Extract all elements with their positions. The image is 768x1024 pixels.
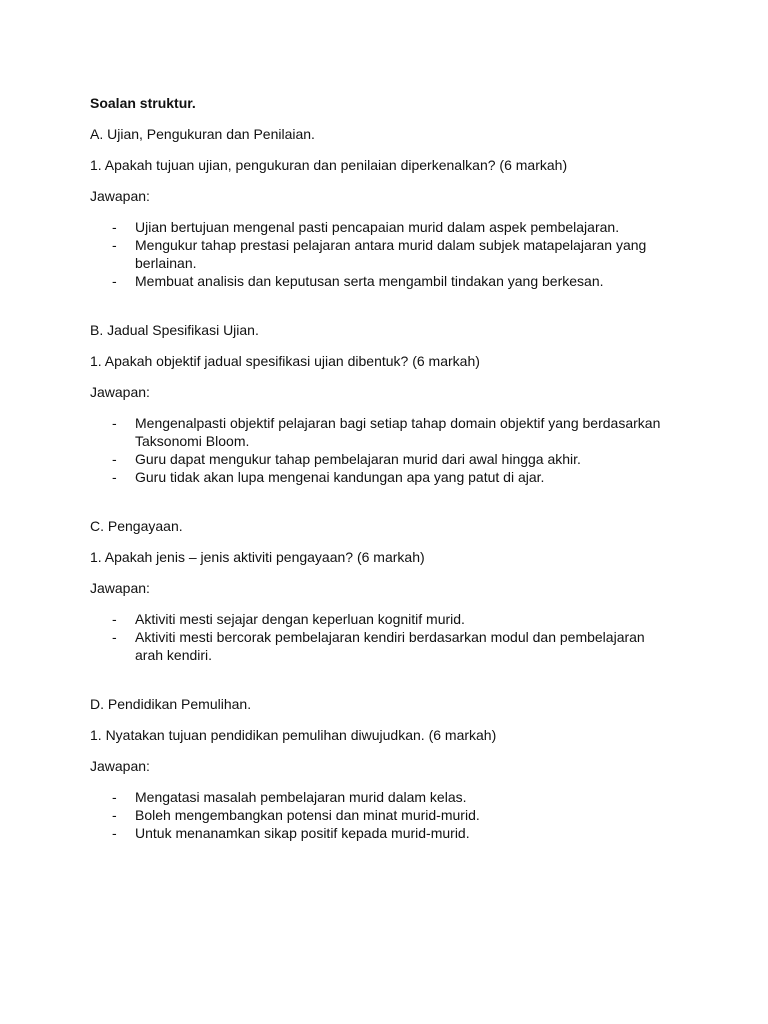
list-item (90, 236, 675, 272)
answer-text: Guru dapat mengukur tahap pembelajaran murid dari awal hingga akhir. (135, 451, 581, 467)
list-item (90, 450, 675, 468)
answer-label: Jawapan: (90, 188, 150, 204)
answer-text: Ujian bertujuan mengenal pasti pencapaian murid dalam aspek pembelajaran. (135, 219, 620, 235)
section-c (90, 517, 690, 664)
question-text: 1. Apakah tujuan ujian, pengukuran dan penilaian diperkenalkan? (6 markah) (90, 157, 568, 173)
answer-text: Untuk menanamkan sikap positif kepada murid-murid. (135, 825, 470, 841)
answer-text: Boleh mengembangkan potensi dan minat murid-murid. (135, 807, 480, 823)
answer-text: Membuat analisis dan keputusan serta mengambil tindakan yang berkesan. (135, 273, 604, 289)
answer-list (90, 218, 690, 290)
list-item (90, 414, 675, 450)
answer-text: Mengatasi masalah pembelajaran murid dalam kelas. (135, 789, 467, 805)
answer-text: Mengenalpasti objektif pelajaran bagi setiap tahap domain objektif yang berdasarkan Taksonomi Bloom. (135, 415, 661, 449)
section-heading: C. Pengayaan. (90, 518, 183, 534)
dash-bullet: - (112, 469, 117, 485)
dash-bullet: - (112, 415, 117, 431)
section-a (90, 125, 690, 290)
dash-bullet: - (112, 629, 117, 645)
question-text: 1. Apakah objektif jadual spesifikasi ujian dibentuk? (6 markah) (90, 353, 480, 369)
question-text: 1. Nyatakan tujuan pendidikan pemulihan diwujudkan. (6 markah) (90, 727, 497, 743)
dash-bullet: - (112, 273, 117, 289)
answer-list (90, 788, 690, 842)
dash-bullet: - (112, 451, 117, 467)
question-text: 1. Apakah jenis – jenis aktiviti pengayaan? (6 markah) (90, 549, 425, 565)
document-title: Soalan struktur. (90, 95, 196, 111)
answer-list (90, 610, 690, 664)
section-heading: A. Ujian, Pengukuran dan Penilaian. (90, 126, 315, 142)
answer-text: Guru tidak akan lupa mengenai kandungan apa yang patut di ajar. (135, 469, 545, 485)
list-item (90, 218, 675, 236)
section-d (90, 695, 690, 842)
answer-label: Jawapan: (90, 384, 150, 400)
dash-bullet: - (112, 611, 117, 627)
answer-text: Aktiviti mesti sejajar dengan keperluan kognitif murid. (135, 611, 465, 627)
section-heading: D. Pendidikan Pemulihan. (90, 696, 252, 712)
document-page (90, 94, 690, 860)
answer-text: Aktiviti mesti bercorak pembelajaran kendiri berdasarkan modul dan pembelajaran arah kendiri. (135, 629, 645, 663)
list-item (90, 272, 675, 290)
list-item (90, 468, 675, 486)
dash-bullet: - (112, 789, 117, 805)
dash-bullet: - (112, 219, 117, 235)
list-item (90, 824, 675, 842)
section-heading: B. Jadual Spesifikasi Ujian. (90, 322, 259, 338)
dash-bullet: - (112, 807, 117, 823)
dash-bullet: - (112, 237, 117, 253)
list-item (90, 610, 675, 628)
list-item (90, 806, 675, 824)
list-item (90, 628, 675, 664)
answer-label: Jawapan: (90, 758, 150, 774)
list-item (90, 788, 675, 806)
answer-text: Mengukur tahap prestasi pelajaran antara murid dalam subjek matapelajaran yang berlainan. (135, 237, 647, 271)
section-b (90, 321, 690, 486)
dash-bullet: - (112, 825, 117, 841)
answer-label: Jawapan: (90, 580, 150, 596)
answer-list (90, 414, 690, 486)
